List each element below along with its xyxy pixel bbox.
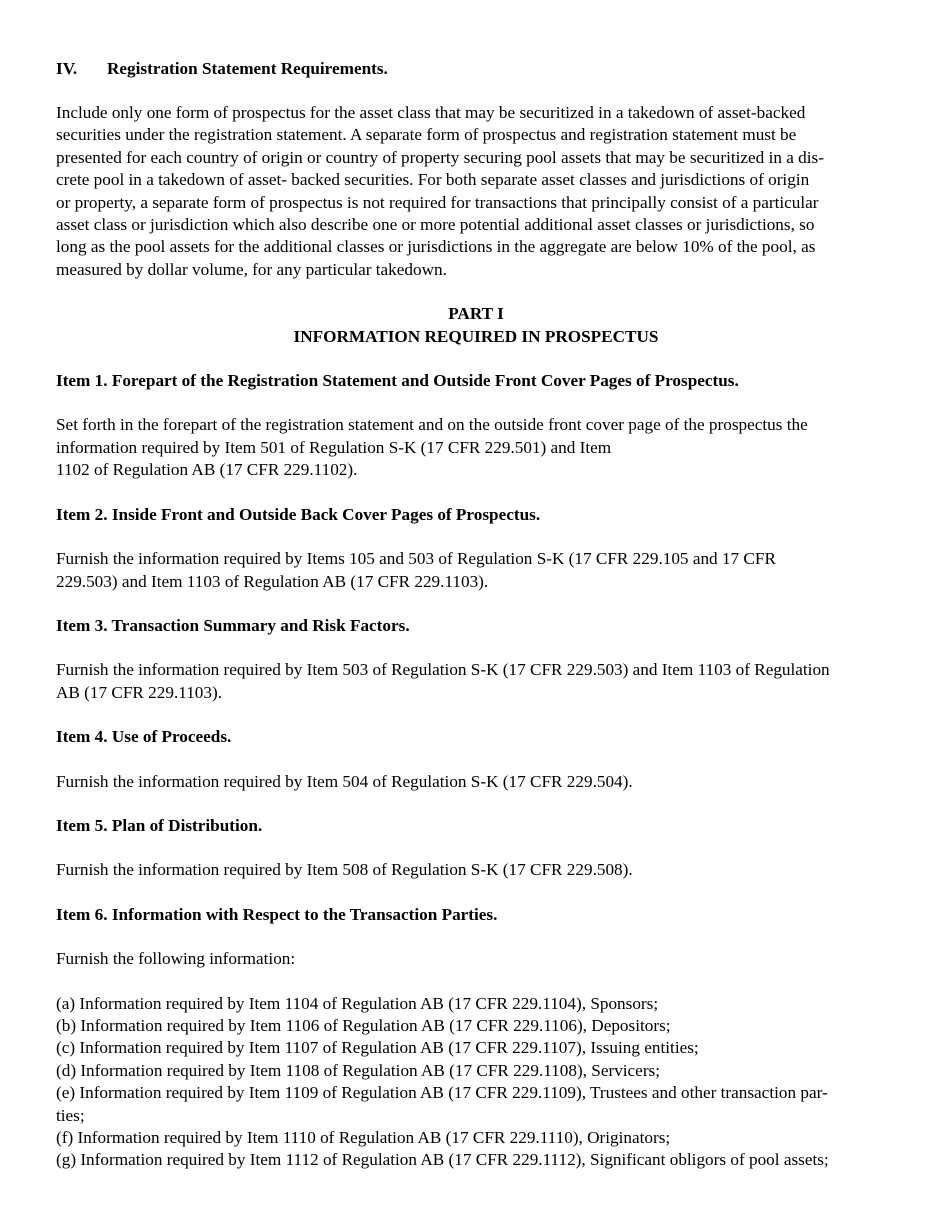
item-line: 1102 of Regulation AB (17 CFR 229.1102). [56,460,358,480]
item-line: information required by Item 501 of Regulation S-K (17 CFR 229.501) and Item [56,437,612,457]
part-heading [56,303,896,348]
item-paragraph [56,548,896,593]
item-paragraph [56,659,896,704]
item-heading: Item 6. Information with Respect to the Transaction Parties. [56,904,498,924]
item-line: 229.503) and Item 1103 of Regulation AB (17 CFR 229.1103). [56,571,489,591]
section-heading [56,58,896,80]
item-paragraph [56,414,896,481]
item-heading: Item 4. Use of Proceeds. [56,727,232,747]
item-line: Furnish the information required by Item 503 of Regulation S-K (17 CFR 229.503) and Item 1103 of Regulation [56,660,830,680]
item-paragraph [56,859,896,881]
part-title: INFORMATION REQUIRED IN PROSPECTUS [293,326,659,346]
intro-paragraph [56,102,896,281]
item-heading: Item 5. Plan of Distribution. [56,815,263,835]
intro-line: presented for each country of origin or country of property securing pool assets that may be securitized in a dis- [56,147,824,167]
intro-line: Include only one form of prospectus for the asset class that may be securitized in a takedown of asset-backed [56,103,806,122]
item-paragraph [56,771,896,793]
item6-list [56,993,896,1172]
list-item: (d) Information required by Item 1108 of Regulation AB (17 CFR 229.1108), Servicers; [56,1060,661,1080]
intro-line: asset class or jurisdiction which also describe one or more potential additional asset classes or jurisdictions, so [56,215,815,235]
item-line: Furnish the information required by Item 504 of Regulation S-K (17 CFR 229.504). [56,771,633,791]
item-line: Set forth in the forepart of the registration statement and on the outside front cover page of the prospectus the [56,415,808,435]
list-item: (e) Information required by Item 1109 of Regulation AB (17 CFR 229.1109), Trustees and other transaction par- [56,1083,828,1103]
list-item: (g) Information required by Item 1112 of Regulation AB (17 CFR 229.1112), Significant obligors of pool assets; [56,1150,829,1170]
intro-line: measured by dollar volume, for any particular takedown. [56,259,447,279]
item-heading: Item 2. Inside Front and Outside Back Cover Pages of Prospectus. [56,504,541,524]
list-item: (b) Information required by Item 1106 of Regulation AB (17 CFR 229.1106), Depositors; [56,1015,671,1035]
part-label: PART I [448,304,504,324]
intro-line: securities under the registration statement. A separate form of prospectus and registration statement must be [56,125,797,145]
list-item: (a) Information required by Item 1104 of Regulation AB (17 CFR 229.1104), Sponsors; [56,993,659,1013]
section-title: Registration Statement Requirements. [107,59,388,78]
item-line: Furnish the following information: [56,949,296,969]
document-page [56,58,896,1172]
item-heading: Item 1. Forepart of the Registration Statement and Outside Front Cover Pages of Prospectus. [56,371,739,391]
list-item: (f) Information required by Item 1110 of Regulation AB (17 CFR 229.1110), Originators; [56,1128,671,1147]
intro-line: long as the pool assets for the additional classes or jurisdictions in the aggregate are below 10% of the pool, as [56,237,816,257]
list-item: ties; [56,1105,85,1125]
intro-line: or property, a separate form of prospectus is not required for transactions that principally consist of a particular [56,192,819,212]
item-heading: Item 3. Transaction Summary and Risk Factors. [56,615,410,635]
intro-line: crete pool in a takedown of asset- backed securities. For both separate asset classes and jurisdictions of origin [56,170,810,190]
section-number: IV. [56,59,78,78]
item-line: Furnish the information required by Items 105 and 503 of Regulation S-K (17 CFR 229.105 and 17 CFR [56,549,776,569]
list-item: (c) Information required by Item 1107 of Regulation AB (17 CFR 229.1107), Issuing entities; [56,1038,699,1058]
item-line: Furnish the information required by Item 508 of Regulation S-K (17 CFR 229.508). [56,860,633,880]
item-paragraph [56,948,896,970]
item-line: AB (17 CFR 229.1103). [56,682,222,702]
